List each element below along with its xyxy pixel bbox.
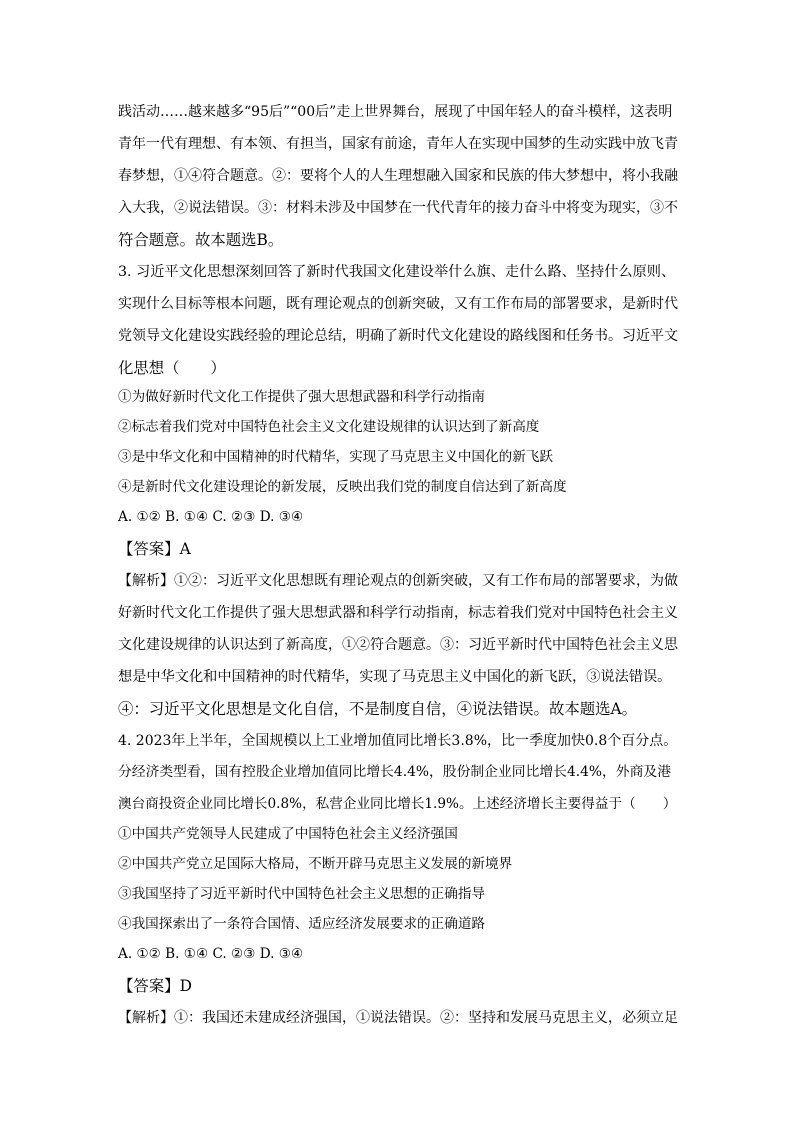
analysis-text: 好新时代文化工作提供了强大思想武器和科学行动指南，标志着我们党对中国特色社会主义 bbox=[118, 605, 678, 621]
question-4-stem: 分经济类型看，国有控股企业增加值同比增长4.4%，股份制企业同比增长4.4%，外商及港 bbox=[118, 764, 671, 780]
option-item: ①中国共产党领导人民建成了中国特色社会主义经济强国 bbox=[118, 826, 458, 842]
question-4-stem: 4. 2023年上半年，全国规模以上工业增加值同比增长3.8%，比一季度加快0.8个百分点。 bbox=[118, 733, 678, 749]
text-line: 符合题意。故本题选B。 bbox=[118, 231, 284, 249]
option-item: ④是新时代文化建设理论的新发展，反映出我们党的制度自信达到了新高度 bbox=[118, 479, 567, 495]
option-item: ③我国坚持了习近平新时代中国特色社会主义思想的正确指导 bbox=[118, 886, 486, 902]
question-3-stem: 党领导文化建设实践经验的理论总结，明确了新时代文化建设的路线图和任务书。习近平文 bbox=[118, 328, 678, 344]
option-item: ①为做好新时代文化工作提供了强大思想武器和科学行动指南 bbox=[118, 389, 486, 405]
text-line: 入大我，②说法错误。③：材料未涉及中国梦在一代代青年的接力奋斗中将变为现实，③不 bbox=[118, 200, 678, 216]
analysis-text: ④：习近平文化思想是文化自信，不是制度自信，④说法错误。故本题选A。 bbox=[118, 700, 638, 718]
answer-choices: A. ①② B. ①④ C. ②③ D. ③④ bbox=[118, 509, 304, 525]
text-line: 践活动……越来越多“95后”“00后”走上世界舞台，展现了中国年轻人的奋斗模样，这表明 bbox=[118, 104, 673, 120]
answer-choices: A. ①② B. ①④ C. ②③ D. ③④ bbox=[118, 946, 304, 962]
text-line: 青年一代有理想、有本领、有担当，国家有前途，青年人在实现中国梦的生动实践中放飞青 bbox=[118, 136, 678, 152]
analysis-text: 文化建设规律的认识达到了新高度，①②符合题意。③：习近平新时代中国特色社会主义思 bbox=[118, 637, 678, 653]
answer-label: 【答案】A bbox=[118, 540, 191, 558]
option-item: ④我国探索出了一条符合国情、适应经济发展要求的正确道路 bbox=[118, 916, 486, 932]
option-item: ②中国共产党立足国际大格局，不断开辟马克思主义发展的新境界 bbox=[118, 856, 513, 872]
answer-label: 【答案】D bbox=[118, 977, 192, 995]
option-item: ②标志着我们党对中国特色社会主义文化建设规律的认识达到了新高度 bbox=[118, 419, 540, 435]
question-3-stem: 化思想（ ） bbox=[118, 359, 226, 377]
question-3-stem: 3. 习近平文化思想深刻回答了新时代我国文化建设举什么旗、走什么路、坚持什么原则、 bbox=[118, 264, 676, 280]
option-item: ③是中华文化和中国精神的时代精华，实现了马克思主义中国化的新飞跃 bbox=[118, 449, 553, 465]
analysis-text: 【解析】①②：习近平文化思想既有理论观点的创新突破，又有工作布局的部署要求，为做 bbox=[118, 573, 678, 589]
text-line: 春梦想，①④符合题意。②：要将个人的人生理想融入国家和民族的伟大梦想中，将小我融 bbox=[118, 168, 678, 184]
question-4-stem: 澳台商投资企业同比增长0.8%，私营企业同比增长1.9%。上述经济增长主要得益于（ ） bbox=[118, 796, 677, 812]
question-3-stem: 实现什么目标等根本问题，既有理论观点的创新突破，又有工作布局的部署要求，是新时代 bbox=[118, 296, 678, 312]
analysis-text: 【解析】①：我国还未建成经济强国，①说法错误。②：坚持和发展马克思主义，必须立足 bbox=[118, 1010, 678, 1026]
analysis-text: 想是中华文化和中国精神的时代精华，实现了马克思主义中国化的新飞跃，③说法错误。 bbox=[118, 669, 672, 685]
